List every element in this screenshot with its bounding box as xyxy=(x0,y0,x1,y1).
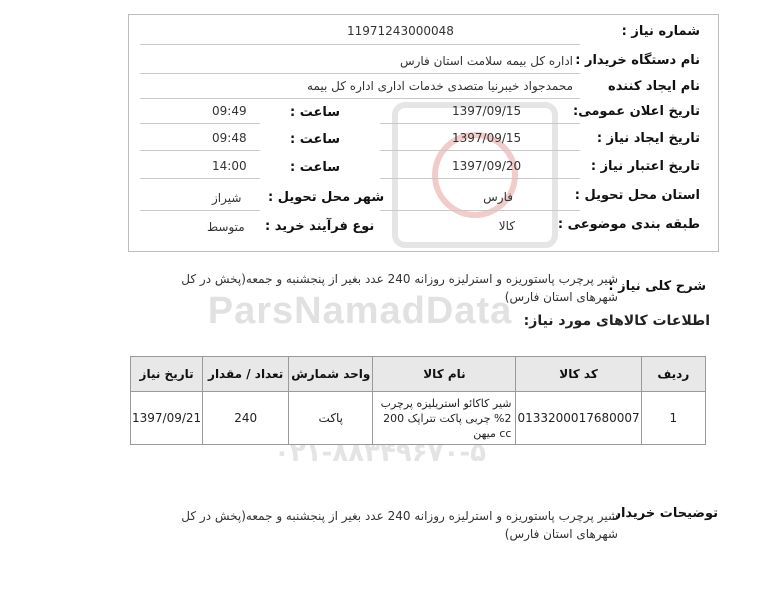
col-qty: تعداد / مقدار xyxy=(203,357,289,392)
cell-unit: پاکت xyxy=(289,392,373,445)
province-label: استان محل تحویل : xyxy=(574,188,700,203)
announce-time-value: 09:49 xyxy=(212,104,247,118)
col-code: کد کالا xyxy=(516,357,641,392)
need-number-label: شماره نیاز : xyxy=(621,24,700,39)
table-row xyxy=(131,392,706,445)
summary-line-1: شیر پرچرب پاستوریزه و استرلیزه روزانه 240 عدد بغیر از پنجشنبه و جمعه(پخش در کل xyxy=(181,272,618,286)
buyer-notes-text xyxy=(148,507,618,543)
creator-label: نام ایجاد کننده xyxy=(608,79,700,94)
process-label: نوع فرآیند خرید : xyxy=(265,219,375,234)
buyer-notes-line-2: شهرهای استان فارس) xyxy=(504,527,618,541)
watermark-brand: ParsNamadData xyxy=(207,290,513,332)
announce-date-value: 1397/09/15 xyxy=(452,104,522,118)
valid-time-label: ساعت : xyxy=(290,160,341,175)
watermark-phone: ۰۲۱-۸۸۳۴۹۶۷۰-۵ xyxy=(273,438,486,468)
buyer-org-label: نام دستگاه خریدار : xyxy=(575,53,700,68)
buyer-notes-label: توضیحات خریدار xyxy=(613,506,718,521)
category-value: کالا xyxy=(498,219,515,233)
create-time-value: 09:48 xyxy=(212,131,247,145)
table-header-row xyxy=(131,357,706,392)
buyer-org-value: اداره کل بیمه سلامت استان فارس xyxy=(399,54,573,68)
col-name: نام کالا xyxy=(373,357,516,392)
summary-text xyxy=(148,270,618,306)
col-date: تاریخ نیاز xyxy=(131,357,203,392)
summary-line-2: شهرهای استان فارس) xyxy=(504,290,618,304)
valid-time-value: 14:00 xyxy=(212,159,247,173)
col-unit: واحد شمارش xyxy=(289,357,373,392)
buyer-notes-line-1: شیر پرچرب پاستوریزه و استرلیزه روزانه 240 عدد بغیر از پنجشنبه و جمعه(پخش در کل xyxy=(181,509,618,523)
province-value: فارس xyxy=(483,190,513,204)
creator-value: محمدجواد خیبرنیا متصدی خدمات اداری اداره کل بیمه xyxy=(307,79,573,93)
city-value: شیراز xyxy=(212,191,242,205)
announce-time-label: ساعت : xyxy=(290,105,341,120)
cell-row: 1 xyxy=(641,392,705,445)
category-label: طبقه بندی موضوعی : xyxy=(557,217,700,232)
cell-name: شیر کاکائو استریلیزه پرچرب 2% چربی پاکت تتراپک 200 cc میهن xyxy=(373,392,516,445)
create-date-value: 1397/09/15 xyxy=(452,131,522,145)
items-section-title: اطلاعات کالاهای مورد نیاز: xyxy=(523,313,710,329)
announce-date-label: تاریخ اعلان عمومی: xyxy=(573,104,700,119)
col-row: ردیف xyxy=(641,357,705,392)
cell-code: 0133200017680007 xyxy=(516,392,641,445)
need-number-value: 11971243000048 xyxy=(347,24,454,38)
valid-date-value: 1397/09/20 xyxy=(452,159,522,173)
create-time-label: ساعت : xyxy=(290,132,341,147)
cell-qty: 240 xyxy=(203,392,289,445)
process-value: متوسط xyxy=(207,220,245,234)
summary-label: شرح کلی نیاز : xyxy=(608,279,706,294)
create-date-label: تاریخ ایجاد نیاز : xyxy=(596,131,700,146)
items-table xyxy=(130,356,706,445)
valid-date-label: تاریخ اعتبار نیاز : xyxy=(590,159,700,174)
city-label: شهر محل تحویل : xyxy=(268,190,385,205)
cell-date: 1397/09/21 xyxy=(131,392,203,445)
